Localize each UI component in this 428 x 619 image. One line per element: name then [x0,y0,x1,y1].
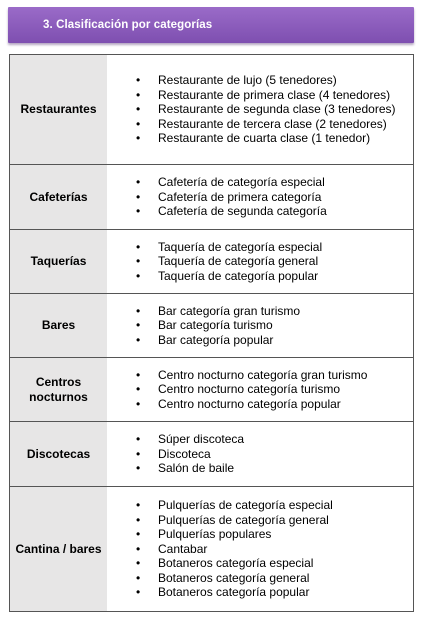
table-row-bares [10,293,413,357]
category-cell: Restaurantes [10,55,107,164]
list-item: • Restaurante de lujo (5 tenedores) [107,73,407,88]
category-cell: Cafeterías [10,165,107,229]
list-item: • Restaurante de segunda clase (3 tenedores) [107,102,407,117]
list-item: • Taquería de categoría popular [107,269,407,284]
category-cell: Discotecas [10,422,107,486]
list-item: • Botaneros categoría popular [107,585,407,600]
list-item: • Cantabar [107,542,407,557]
list-item: • Taquería de categoría general [107,254,407,269]
category-items [107,55,413,164]
list-item: • Discoteca [107,447,407,462]
list-item: • Súper discoteca [107,432,407,447]
category-items [107,422,413,486]
list-item: • Restaurante de tercera clase (2 tenedores) [107,117,407,132]
category-items [107,358,413,421]
list-item: • Bar categoría turismo [107,318,407,333]
list-item: • Pulquerías de categoría general [107,513,407,528]
list-item: • Centro nocturno categoría popular [107,397,407,412]
list-item: • Pulquerías populares [107,527,407,542]
categories-table [9,54,414,612]
category-items [107,294,413,357]
list-item: • Cafetería de categoría especial [107,175,407,190]
list-item: • Restaurante de primera clase (4 tenedores) [107,88,407,103]
category-items [107,165,413,229]
category-cell: Centros nocturnos [10,358,107,421]
table-row-restaurantes [10,55,413,164]
list-item: • Botaneros categoría general [107,571,407,586]
category-cell: Bares [10,294,107,357]
list-item: • Salón de baile [107,461,407,476]
list-item: • Cafetería de segunda categoría [107,204,407,219]
list-item: • Restaurante de cuarta clase (1 tenedor) [107,131,407,146]
list-item: • Bar categoría popular [107,333,407,348]
list-item: • Bar categoría gran turismo [107,304,407,319]
list-item: • Taquería de categoría especial [107,240,407,255]
category-cell: Taquerías [10,230,107,293]
category-items [107,487,413,611]
table-row-discotecas [10,421,413,486]
section-header [8,7,414,43]
list-item: • Centro nocturno categoría turismo [107,382,407,397]
section-title: 3. Clasificación por categorías [43,19,213,31]
category-cell: Cantina / bares [10,487,107,611]
list-item: • Centro nocturno categoría gran turismo [107,368,407,383]
table-row-centros-nocturnos [10,357,413,421]
table-row-cafeterias [10,164,413,229]
list-item: • Botaneros categoría especial [107,556,407,571]
list-item: • Cafetería de primera categoría [107,190,407,205]
category-items [107,230,413,293]
list-item: • Pulquerías de categoría especial [107,498,407,513]
table-row-cantina-bares [10,486,413,611]
table-row-taquerias [10,229,413,293]
